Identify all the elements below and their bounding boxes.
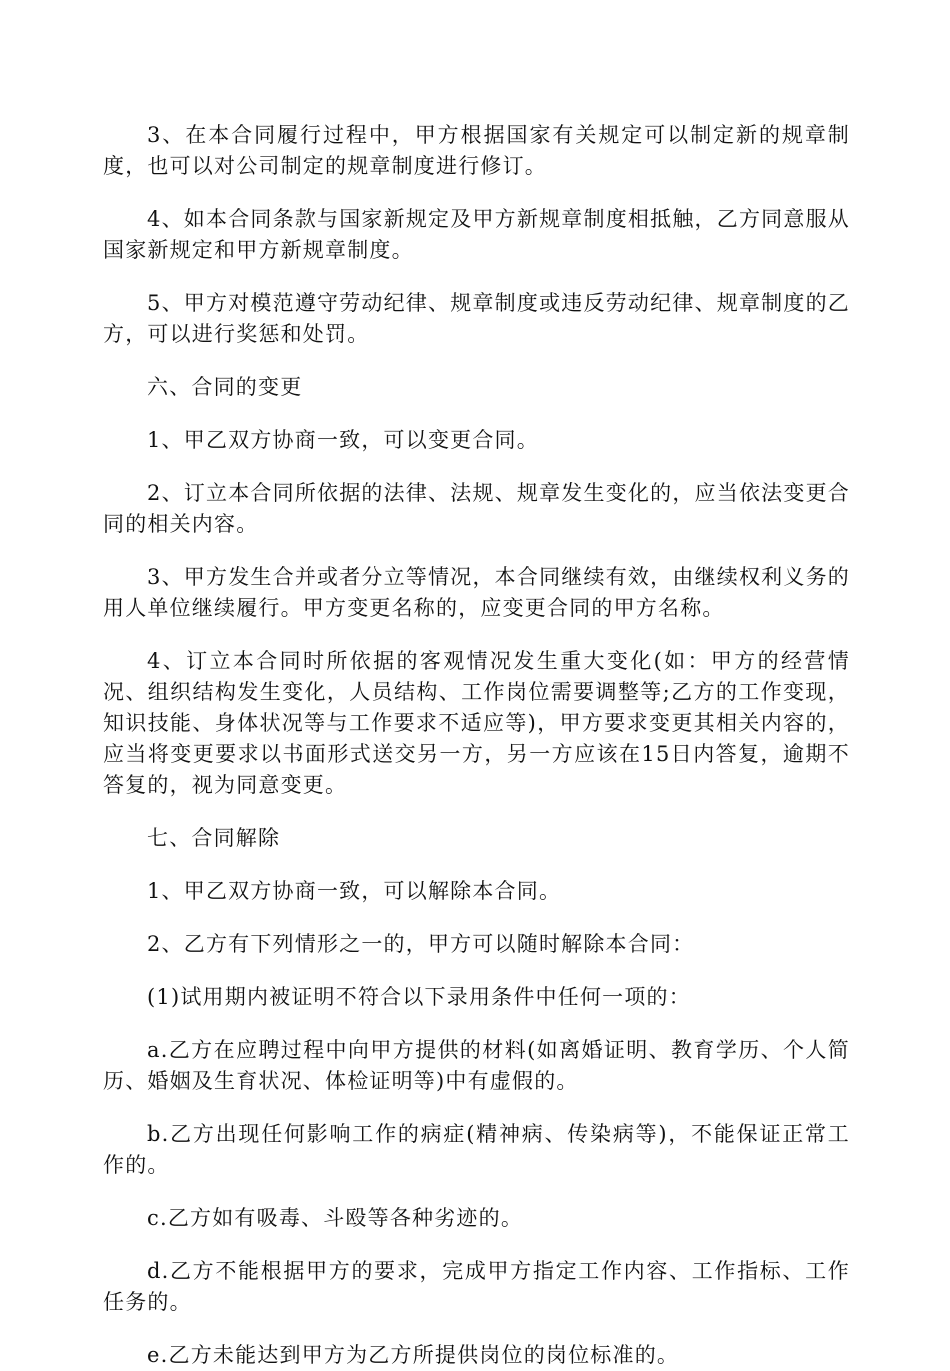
termination-item-a: a.乙方在应聘过程中向甲方提供的材料(如离婚证明、教育学历、个人简历、婚姻及生育状况、体检证明等)中有虚假的。 [103,1038,850,1093]
change-clause-2: 2、订立本合同所依据的法律、法规、规章发生变化的，应当依法变更合同的相关内容。 [103,481,850,536]
termination-item-e: e.乙方未能达到甲方为乙方所提供岗位的岗位标准的。 [147,1343,680,1367]
change-clause-4: 4、订立本合同时所依据的客观情况发生重大变化(如：甲方的经营情况、组织结构发生变化，人员结构、工作岗位需要调整等;乙方的工作变现，知识技能、身体状况等与工作要求不适应等)，甲方要求变更其相关内容的，应当将变更要求以书面形式送交另一方，另一方应该在15日内答复，逾期不答复的，视为同意变更。 [103,649,850,797]
section-heading-termination: 七、合同解除 [147,826,281,850]
clause-3-regulations: 3、在本合同履行过程中，甲方根据国家有关规定可以制定新的规章制度，也可以对公司制定的规章制度进行修订。 [103,123,850,178]
termination-clause-2: 2、乙方有下列情形之一的，甲方可以随时解除本合同： [147,932,695,956]
change-clause-3: 3、甲方发生合并或者分立等情况，本合同继续有效，由继续权利义务的用人单位继续履行。甲方变更名称的，应变更合同的甲方名称。 [103,565,850,620]
termination-item-d: d.乙方不能根据甲方的要求，完成甲方指定工作内容、工作指标、工作任务的。 [103,1259,850,1314]
termination-item-b: b.乙方出现任何影响工作的病症(精神病、传染病等)，不能保证正常工作的。 [103,1122,850,1177]
termination-item-1: (1)试用期内被证明不符合以下录用条件中任何一项的： [147,985,691,1009]
section-heading-change: 六、合同的变更 [147,375,303,399]
clause-4-conflict: 4、如本合同条款与国家新规定及甲方新规章制度相抵触，乙方同意服从国家新规定和甲方新规章制度。 [103,207,850,262]
change-clause-1: 1、甲乙双方协商一致，可以变更合同。 [147,428,539,452]
termination-clause-1: 1、甲乙双方协商一致，可以解除本合同。 [147,879,562,903]
clause-5-rewards: 5、甲方对模范遵守劳动纪律、规章制度或违反劳动纪律、规章制度的乙方，可以进行奖惩和处罚。 [103,291,850,346]
termination-item-c: c.乙方如有吸毒、斗殴等各种劣迹的。 [147,1206,524,1230]
